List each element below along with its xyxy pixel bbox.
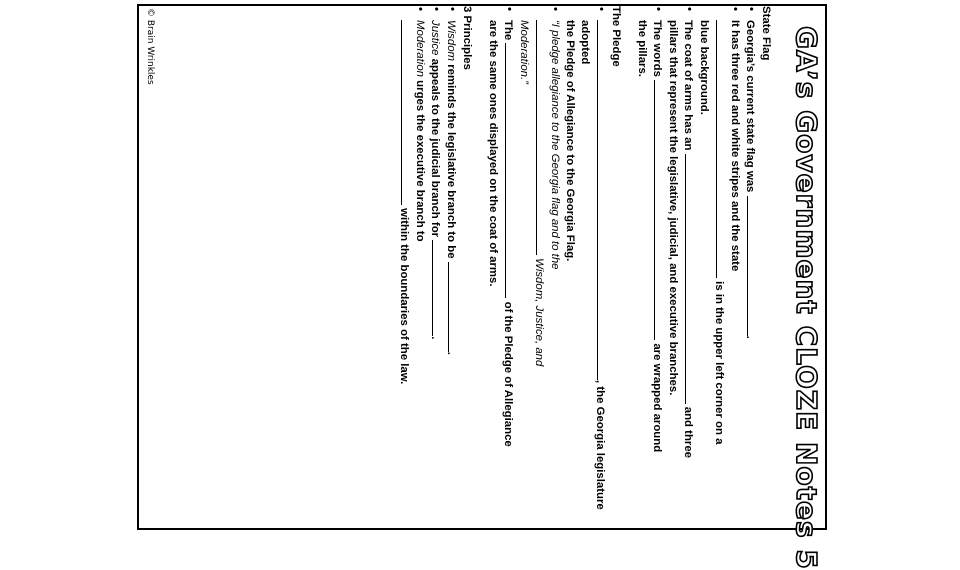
bullet-icon: • bbox=[745, 7, 757, 11]
section-heading-principles: 3 Principles bbox=[461, 6, 473, 70]
fill-blank[interactable] bbox=[716, 20, 727, 278]
bullet-icon: • bbox=[595, 7, 607, 11]
fill-blank[interactable] bbox=[654, 80, 665, 340]
list-item: • The words are wrapped around the pillars. bbox=[636, 7, 664, 453]
bullet-icon: • bbox=[503, 7, 515, 11]
fill-blank[interactable] bbox=[432, 240, 443, 336]
worksheet bbox=[137, 4, 827, 570]
list-item: • The of the Pledge of Allegiance are the same ones displayed on the coat of arms. bbox=[487, 7, 515, 447]
bullet-icon: • bbox=[414, 7, 426, 11]
list-item: • “I pledge allegiance to the Georgia flag and to the Wisdom, Justice, and Moderation.” bbox=[518, 7, 561, 367]
list-item: • Wisdom reminds the legislative branch to be . bbox=[445, 7, 458, 355]
bullet-icon: • bbox=[652, 7, 664, 11]
rotated-page bbox=[139, 6, 829, 570]
section-heading-state-flag: State Flag bbox=[760, 6, 772, 61]
page-title: GA’s Government CLOZE Notes 5 bbox=[790, 26, 823, 570]
list-item: • Georgia’s current state flag was . bbox=[744, 7, 757, 339]
list-item: • It has three red and white stripes and the state is in the upper left corner on a blue background. bbox=[698, 7, 741, 445]
fill-blank[interactable] bbox=[597, 20, 608, 380]
fill-blank[interactable] bbox=[401, 20, 412, 205]
fill-blank[interactable] bbox=[747, 196, 758, 336]
bullet-icon: • bbox=[683, 7, 695, 11]
bullet-icon: • bbox=[446, 7, 458, 11]
fill-blank[interactable] bbox=[685, 154, 696, 404]
bullet-icon: • bbox=[430, 7, 442, 11]
fill-blank[interactable] bbox=[448, 262, 459, 352]
list-item: • Justice appeals to the judicial branch for . bbox=[429, 7, 442, 340]
section-heading-pledge: The Pledge bbox=[610, 6, 622, 67]
copyright-text: © Brain Wrinkles bbox=[145, 8, 155, 85]
list-item: • Moderation urges the executive branch to within the boundaries of the law. bbox=[398, 7, 426, 385]
bullet-icon: • bbox=[729, 7, 741, 11]
notes-body bbox=[396, 6, 773, 532]
fill-blank[interactable] bbox=[536, 20, 547, 255]
list-item: • The coat of arms has an and three pillars that represent the legislative, judicial, and executive branches. bbox=[667, 7, 695, 459]
fill-blank[interactable] bbox=[505, 43, 516, 298]
list-item: • , the Georgia legislature adopted the Pledge of Allegiance to the Georgia Flag. bbox=[564, 7, 607, 510]
bullet-icon: • bbox=[549, 7, 561, 11]
